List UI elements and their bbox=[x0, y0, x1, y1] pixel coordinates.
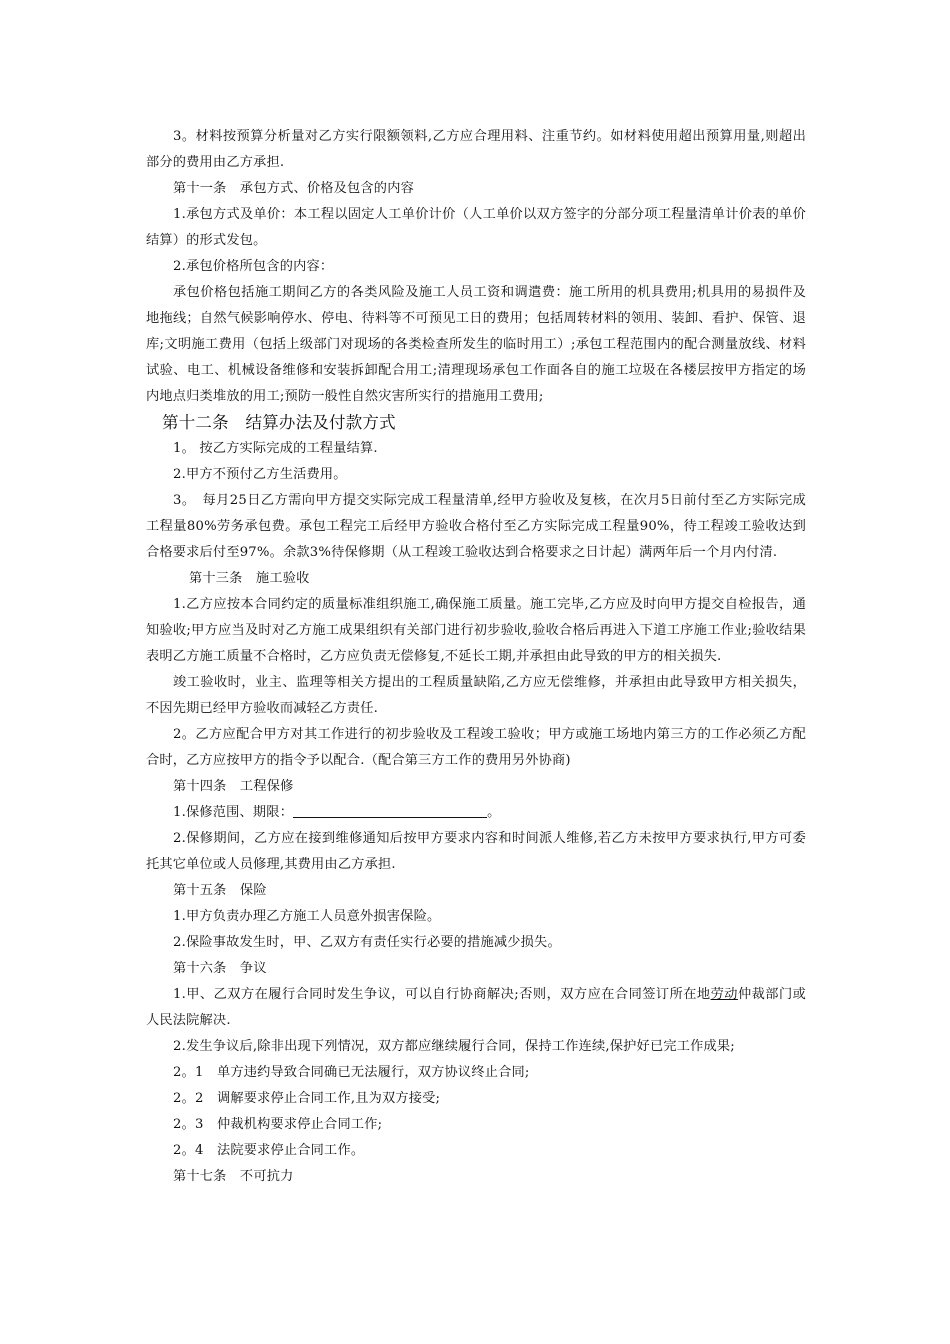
clause-12-item-1: 1。 按乙方实际完成的工程量结算. bbox=[173, 441, 378, 456]
clause-15-item-2: 2.保险事故发生时，甲、乙双方有责任实行必要的措施减少损失。 bbox=[173, 935, 561, 950]
labor-underlined: 劳动 bbox=[710, 987, 738, 1002]
article-15-heading: 第十五条 保险 bbox=[173, 883, 267, 898]
clause-13-completion: 竣工验收时，业主、监理等相关方提出的工程质量缺陷,乙方应无偿维修，并承担由此导致甲方相关损失，不因先期已经甲方验收而减轻乙方责任. bbox=[146, 675, 806, 716]
dispute-text-b: 仲裁部门或人民法院解决. bbox=[146, 987, 806, 1028]
warranty-period-end: 。 bbox=[487, 805, 501, 820]
clause-15-item-1: 1.甲方负责办理乙方施工人员意外损害保险。 bbox=[173, 909, 441, 924]
clause-10-item-3: 3。材料按预算分析量对乙方实行限额领料,乙方应合理用料、注重节约。如材料使用超出预算用量,则超出部分的费用由乙方承担. bbox=[146, 129, 806, 170]
clause-11-item-1: 1.承包方式及单价：本工程以固定人工单价计价（人工单价以双方签字的分部分项工程量清单计价表的单价结算）的形式发包。 bbox=[146, 207, 806, 248]
article-16-heading: 第十六条 争议 bbox=[173, 961, 267, 976]
clause-16-item-2: 2.发生争议后,除非出现下列情况，双方都应继续履行合同，保持工作连续,保护好已完工作成果; bbox=[173, 1039, 735, 1054]
clause-16-item-2-1: 2。1 单方违约导致合同确已无法履行，双方协议终止合同; bbox=[173, 1065, 530, 1080]
article-13-heading: 第十三条 施工验收 bbox=[189, 571, 310, 586]
clause-13-item-1: 1.乙方应按本合同约定的质量标准组织施工,确保施工质量。施工完毕,乙方应及时向甲方提交自检报告，通知验收;甲方应当及时对乙方施工成果组织有关部门进行初步验收,验收合格后再进入下道工序施工作业;验收结果表明乙方施工质量不合格时，乙方应负责无偿修复,不延长工期,并承担由此导致的甲方的相关损失. bbox=[146, 597, 806, 664]
clause-16-item-2-3: 2。3 仲裁机构要求停止合同工作; bbox=[173, 1117, 383, 1132]
article-14-heading: 第十四条 工程保修 bbox=[173, 779, 294, 794]
article-12-heading: 第十二条 结算办法及付款方式 bbox=[162, 413, 396, 432]
clause-16-item-2-4: 2。4 法院要求停止合同工作。 bbox=[173, 1143, 365, 1158]
clause-16-item-2-2: 2。2 调解要求停止合同工作,且为双方接受; bbox=[173, 1091, 441, 1106]
clause-12-item-2: 2.甲方不预付乙方生活费用。 bbox=[173, 467, 347, 482]
clause-16-item-1 bbox=[146, 982, 806, 1034]
warranty-blank-line bbox=[293, 803, 487, 818]
article-11-heading: 第十一条 承包方式、价格及包含的内容 bbox=[173, 181, 414, 196]
clause-14-item-1 bbox=[146, 800, 806, 826]
warranty-scope-label: 1.保修范围、期限： bbox=[173, 805, 294, 820]
article-17-heading: 第十七条 不可抗力 bbox=[173, 1169, 294, 1184]
clause-13-item-2: 2。乙方应配合甲方对其工作进行的初步验收及工程竣工验收；甲方或施工场地内第三方的工作必须乙方配合时，乙方应按甲方的指令予以配合.（配合第三方工作的费用另外协商) bbox=[146, 727, 806, 768]
dispute-text-a: 1.甲、乙双方在履行合同时发生争议，可以自行协商解决;否则，双方应在合同签订所在地 bbox=[173, 987, 711, 1002]
clause-14-item-2: 2.保修期间，乙方应在接到维修通知后按甲方要求内容和时间派人维修,若乙方未按甲方要求执行,甲方可委托其它单位或人员修理,其费用由乙方承担. bbox=[146, 831, 806, 872]
contract-body bbox=[146, 124, 806, 1190]
clause-12-item-3: 3。 每月25日乙方需向甲方提交实际完成工程量清单,经甲方验收及复核，在次月5日前付至乙方实际完成工程量80%劳务承包费。承包工程完工后经甲方验收合格付至乙方实际完成工程量90%，待工程竣工验收达到合格要求后付至97%。余款3%待保修期（从工程竣工验收达到合格要求之日计起）满两年后一个月内付清. bbox=[146, 493, 806, 560]
clause-11-content: 承包价格包括施工期间乙方的各类风险及施工人员工资和调遣费：施工所用的机具费用;机具用的易损件及地拖线；自然气候影响停水、停电、待料等不可预见工日的费用；包括周转材料的领用、装卸、看护、保管、退库;文明施工费用（包括上级部门对现场的各类检查所发生的临时用工）;承包工程范围内的配合测量放线、材料试验、电工、机械设备维修和安装拆卸配合用工;清理现场承包工作面各自的施工垃圾在各楼层按甲方指定的场内地点归类堆放的用工;预防一般性自然灾害所实行的措施用工费用; bbox=[146, 285, 806, 404]
clause-11-item-2: 2.承包价格所包含的内容： bbox=[173, 259, 334, 274]
